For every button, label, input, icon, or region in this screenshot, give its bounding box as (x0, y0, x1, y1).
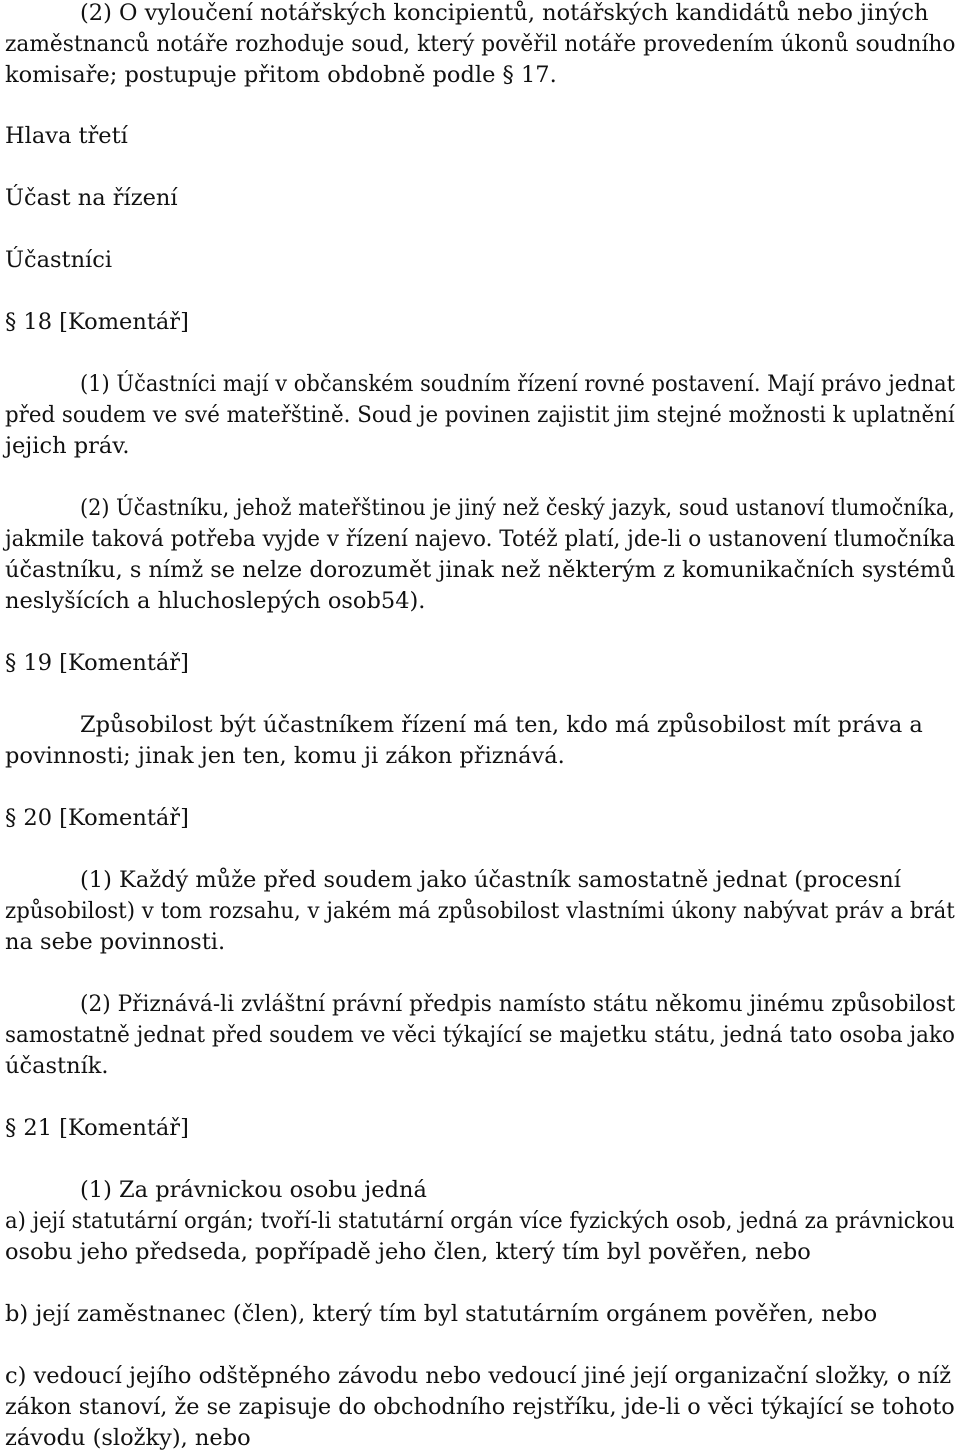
text-line: před soudem ve své mateřštině. Soud je povinen zajistit jim stejné možnosti k uplatnění (5, 402, 955, 428)
paragraph-heading-18[interactable]: § 18 [Komentář] (5, 309, 189, 335)
text-line: (2) O vyloučení notářských koncipientů, notářských kandidátů nebo jiných (80, 0, 929, 26)
text-line: (1) Účastníci mají v občanském soudním řízení rovné postavení. Mají právo jednat (80, 371, 956, 397)
text-line: zákon stanoví, že se zapisuje do obchodního rejstříku, jde-li o věci týkající se tohoto (5, 1394, 955, 1420)
text-line: osobu jeho předseda, popřípadě jeho člen, který tím byl pověřen, nebo (5, 1239, 811, 1265)
text-line: samostatně jednat před soudem ve věci týkající se majetku státu, jedná tato osoba jako (5, 1022, 955, 1048)
text-line: účastník. (5, 1053, 109, 1079)
text-line: způsobilost) v tom rozsahu, v jakém má způsobilost vlastními úkony nabývat práv a brát (5, 898, 955, 924)
text-line: (1) Za právnickou osobu jedná (80, 1177, 427, 1203)
text-line: jakmile taková potřeba vyjde v řízení najevo. Totéž platí, jde-li o ustanovení tlumočníka (5, 526, 956, 552)
section-heading: Účastníci (5, 247, 113, 273)
text-line: neslyšících a hluchoslepých osob54). (5, 588, 426, 614)
text-line: povinnosti; jinak jen ten, komu ji zákon přiznává. (5, 743, 565, 769)
text-line: účastníku, s nímž se nelze dorozumět jinak než některým z komunikačních systémů (5, 557, 956, 583)
text-line: jejich práv. (5, 433, 130, 459)
text-line: (1) Každý může před soudem jako účastník samostatně jednat (procesní (80, 867, 901, 893)
text-line: na sebe povinnosti. (5, 929, 226, 955)
chapter-heading: Účast na řízení (5, 185, 178, 211)
text-line: a) její statutární orgán; tvoří-li statutární orgán více fyzických osob, jedná za právnickou (5, 1208, 955, 1234)
text-line: b) její zaměstnanec (člen), který tím byl statutárním orgánem pověřen, nebo (5, 1301, 878, 1327)
text-line: (2) Přiznává-li zvláštní právní předpis namísto státu někomu jinému způsobilost (80, 991, 956, 1017)
text-line: c) vedoucí jejího odštěpného závodu nebo vedoucí jiné její organizační složky, o níž (5, 1363, 952, 1389)
paragraph-heading-20[interactable]: § 20 [Komentář] (5, 805, 189, 831)
text-line: Způsobilost být účastníkem řízení má ten, kdo má způsobilost mít práva a (80, 712, 923, 738)
paragraph-heading-21[interactable]: § 21 [Komentář] (5, 1115, 189, 1141)
part-heading: Hlava třetí (5, 123, 128, 149)
paragraph-heading-19[interactable]: § 19 [Komentář] (5, 650, 189, 676)
text-line: závodu (složky), nebo (5, 1425, 251, 1451)
text-line: zaměstnanců notáře rozhoduje soud, který pověřil notáře provedením úkonů soudního (5, 31, 956, 57)
text-line: komisaře; postupuje přitom obdobně podle § 17. (5, 62, 557, 88)
text-line: (2) Účastníku, jehož mateřštinou je jiný než český jazyk, soud ustanoví tlumočníka, (80, 495, 955, 521)
